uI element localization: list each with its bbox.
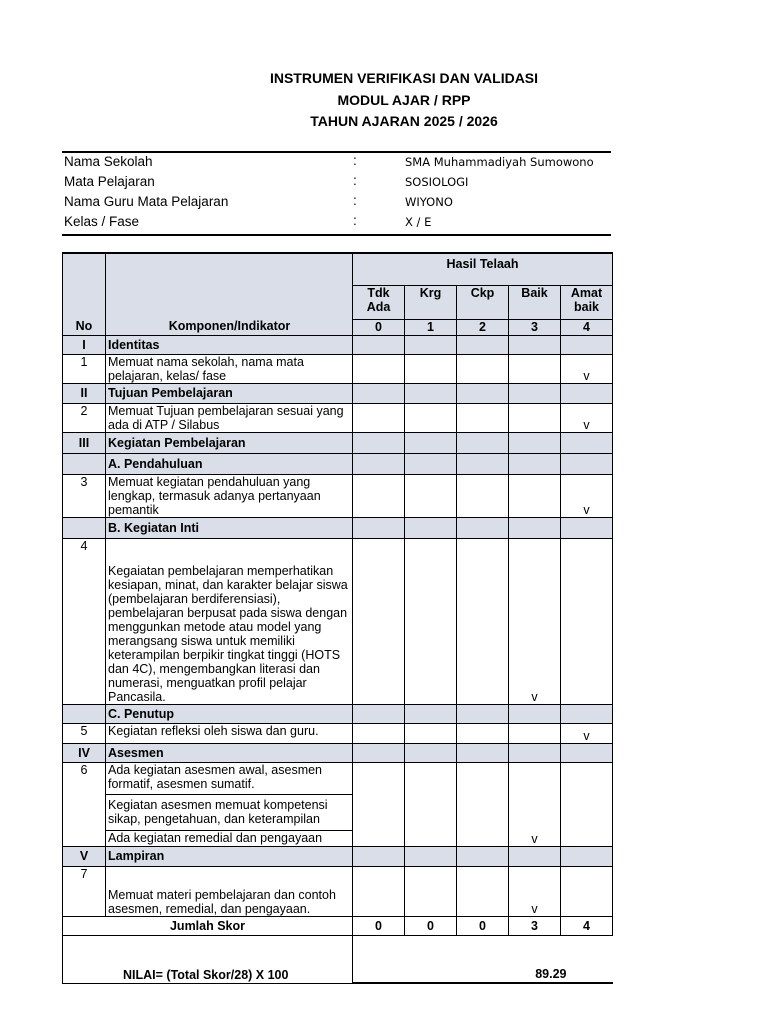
subsection-row-penutup [63, 704, 613, 723]
jumlah-value-0: 0 [353, 916, 405, 935]
item-text: Kegiatan refleksi oleh siswa dan guru. [106, 723, 353, 743]
section-no: II [63, 383, 106, 403]
info-colon: : [353, 193, 357, 208]
section-label: Tujuan Pembelajaran [106, 383, 353, 403]
item-check-mark: v [561, 354, 613, 383]
header-score-0: 0 [353, 319, 405, 335]
assessment-table [62, 252, 613, 984]
info-value: SMA Muhammadiyah Sumowono [405, 155, 594, 169]
subsection-row-pendahuluan [63, 453, 613, 474]
info-row-school [62, 153, 611, 173]
section-label: Kegiatan Pembelajaran [106, 432, 353, 453]
info-colon: : [353, 173, 357, 188]
item-no: 4 [63, 538, 106, 704]
section-row-identitas [63, 335, 613, 354]
info-row-subject [62, 173, 611, 193]
item-text: Memuat nama sekolah, nama mata pelajaran, kelas/ fase [106, 354, 353, 383]
table-row [63, 354, 613, 383]
info-label: Nama Guru Mata Pelajaran [64, 194, 229, 209]
item-check-mark: v [509, 762, 561, 846]
info-label: Mata Pelajaran [64, 174, 155, 189]
jumlah-value-3: 3 [509, 916, 561, 935]
item-check-mark: v [561, 474, 613, 517]
doc-title-line-3: TAHUN AJARAN 2025 / 2026 [310, 113, 498, 129]
doc-title-line-2: MODUL AJAR / RPP [337, 92, 471, 108]
item-no: 3 [63, 474, 106, 517]
header-col-amat-baik: Amat baik [561, 285, 613, 319]
section-no: V [63, 846, 106, 866]
section-row-lampiran [63, 846, 613, 866]
info-colon: : [353, 153, 357, 168]
item-check-mark: v [561, 403, 613, 432]
jumlah-skor-label: Jumlah Skor [63, 916, 353, 935]
item-no: 5 [63, 723, 106, 743]
section-no: I [63, 335, 106, 354]
section-label: Asesmen [106, 743, 353, 762]
item-no: 2 [63, 403, 106, 432]
info-row-class [62, 213, 611, 233]
item-text: Memuat materi pembelajaran dan contoh asesmen, remedial, dan pengayaan. [106, 866, 353, 916]
item-text: Kegiatan asesmen memuat kompetensi sikap, pengetahuan, dan keterampilan [106, 794, 353, 830]
item-text: Memuat Tujuan pembelajaran sesuai yang ada di ATP / Silabus [106, 403, 353, 432]
header-col-ckp: Ckp [457, 285, 509, 319]
header-score-1: 1 [405, 319, 457, 335]
table-row [63, 866, 613, 916]
jumlah-value-2: 0 [457, 916, 509, 935]
info-value: X / E [405, 215, 432, 229]
table-row [63, 403, 613, 432]
header-hasil-telaah: Hasil Telaah [353, 253, 613, 285]
subsection-label: C. Penutup [106, 704, 353, 723]
subsection-label: A. Pendahuluan [106, 453, 353, 474]
header-komponen-label: Komponen/Indikator [168, 319, 291, 333]
section-row-kegiatan [63, 432, 613, 453]
item-text: Kegaiatan pembelajaran memperhatikan kesiapan, minat, dan karakter belajar siswa (pembelajaran berdiferensiasi), pembelajaran berpusat pada siswa dengan menggunkan metode atau model yang merangsang siswa untuk memiliki keterampilan berpikir tingkat tinggi (HOTS dan 4C), mengembangkan literasi dan numerasi, menguatkan profil pelajar Pancasila. [106, 538, 353, 704]
nilai-label: NILAI= (Total Skor/28) X 100 [63, 935, 353, 983]
item-text: Memuat kegiatan pendahuluan yang lengkap, termasuk adanya pertanyaan pemantik [106, 474, 353, 517]
identity-info-block [62, 151, 611, 236]
header-score-2: 2 [457, 319, 509, 335]
item-check-mark: v [561, 723, 613, 743]
jumlah-value-1: 0 [405, 916, 457, 935]
header-score-3: 3 [509, 319, 561, 335]
info-value: SOSIOLOGI [405, 175, 469, 189]
item-check-mark: v [509, 866, 561, 916]
header-col-baik: Baik [509, 285, 561, 319]
section-label: Lampiran [106, 846, 353, 866]
nilai-value: 89.29 [353, 935, 613, 983]
jumlah-value-4: 4 [561, 916, 613, 935]
info-value: WIYONO [405, 195, 453, 209]
header-no-label: No [75, 319, 93, 333]
header-col-tdk-ada: Tdk Ada [353, 285, 405, 319]
section-row-tujuan [63, 383, 613, 403]
info-label: Kelas / Fase [64, 214, 140, 229]
item-no: 6 [63, 762, 106, 846]
section-label: Identitas [106, 335, 353, 354]
item-check-mark: v [509, 538, 561, 704]
info-colon: : [353, 213, 357, 228]
nilai-row [63, 935, 613, 983]
table-row [63, 762, 613, 794]
info-label: Nama Sekolah [64, 154, 153, 169]
subsection-label: B. Kegiatan Inti [106, 517, 353, 538]
table-row [63, 474, 613, 517]
table-row [63, 538, 613, 704]
item-text: Ada kegiatan asesmen awal, asesmen formatif, asesmen sumatif. [106, 762, 353, 794]
jumlah-skor-row [63, 916, 613, 935]
header-score-4: 4 [561, 319, 613, 335]
section-row-asesmen [63, 743, 613, 762]
subsection-row-kegiatan-inti [63, 517, 613, 538]
section-no: III [63, 432, 106, 453]
item-no: 1 [63, 354, 106, 383]
info-row-teacher [62, 193, 611, 213]
doc-title-line-1: INSTRUMEN VERIFIKASI DAN VALIDASI [269, 70, 539, 86]
header-col-krg: Krg [405, 285, 457, 319]
table-row [63, 723, 613, 743]
item-text: Ada kegiatan remedial dan pengayaan [106, 830, 353, 846]
item-no: 7 [63, 866, 106, 916]
section-no: IV [63, 743, 106, 762]
